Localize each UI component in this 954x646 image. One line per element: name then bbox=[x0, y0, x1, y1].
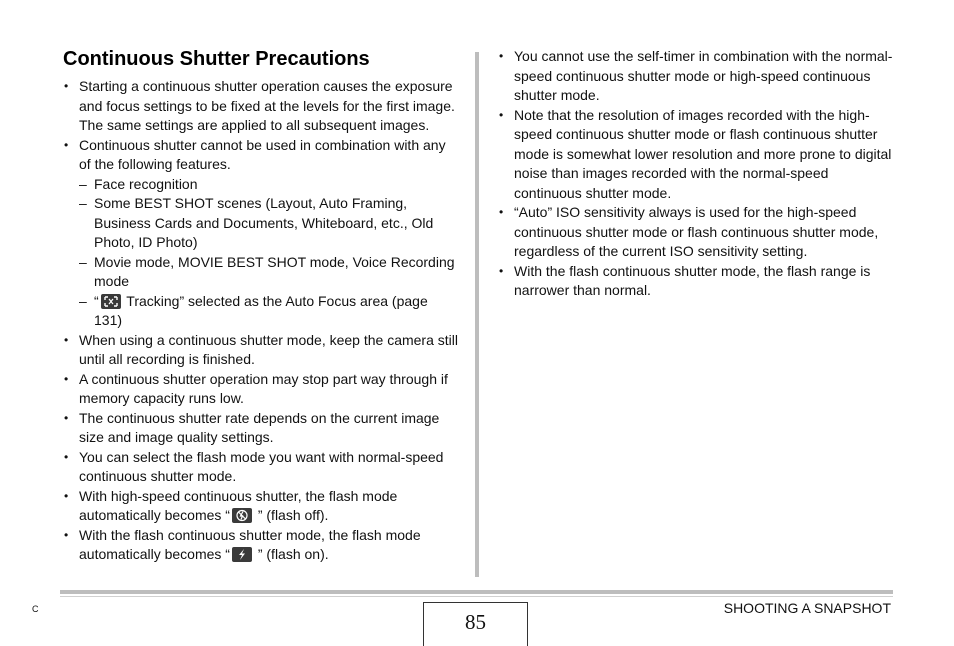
list-item-text: A continuous shutter operation may stop part way through if memory capacity runs low. bbox=[79, 370, 448, 406]
list-item bbox=[498, 106, 893, 204]
left-column bbox=[63, 77, 458, 565]
left-bullet-list bbox=[63, 77, 458, 565]
sub-item-text: “ bbox=[94, 292, 99, 309]
section-name: SHOOTING A SNAPSHOT bbox=[723, 600, 891, 616]
list-item bbox=[63, 487, 458, 526]
list-item-text: You can select the flash mode you want with normal-speed continuous shutter mode. bbox=[79, 448, 444, 484]
list-item-text: With the flash continuous shutter mode, the flash mode automatically becomes “ bbox=[79, 526, 421, 562]
list-item bbox=[63, 331, 458, 370]
list-item-text: Starting a continuous shutter operation causes the exposure and focus settings to be fixed at the levels for the first image. The same settings are applied to all subsequent images. bbox=[79, 78, 455, 133]
sub-item-text: Some BEST SHOT scenes (Layout, Auto Framing, Business Cards and Documents, Whiteboard, etc., Old Photo, ID Photo) bbox=[94, 195, 434, 250]
footer-rule bbox=[60, 590, 893, 594]
sub-list-item bbox=[79, 175, 458, 195]
list-item bbox=[498, 262, 893, 301]
column-divider bbox=[475, 52, 479, 577]
corner-mark: C bbox=[32, 604, 39, 614]
page-number: 85 bbox=[423, 602, 528, 646]
list-item-text: The continuous shutter rate depends on the current image size and image quality settings. bbox=[79, 409, 440, 445]
list-item bbox=[498, 203, 893, 262]
list-item-text: ” (flash off). bbox=[253, 507, 329, 523]
page-title: Continuous Shutter Precautions bbox=[63, 48, 370, 70]
list-item-text: With the flash continuous shutter mode, the flash range is narrower than normal. bbox=[514, 262, 871, 298]
sub-list-item bbox=[79, 194, 458, 253]
sub-item-text: Movie mode, MOVIE BEST SHOT mode, Voice Recording mode bbox=[94, 253, 455, 289]
list-item bbox=[63, 409, 458, 448]
list-item bbox=[63, 136, 458, 331]
feature-sub-list bbox=[79, 175, 458, 331]
list-item-text: With high-speed continuous shutter, the flash mode automatically becomes “ bbox=[79, 487, 398, 523]
sub-item-text: Tracking” selected as the Auto Focus area (page 131) bbox=[94, 292, 428, 328]
sub-list-item bbox=[79, 253, 458, 292]
list-item bbox=[63, 77, 458, 136]
sub-list-item bbox=[79, 292, 458, 331]
list-item-text: “Auto” ISO sensitivity always is used for the high-speed continuous shutter mode or flash continuous shutter mode, regardless of the current ISO sensitivity setting. bbox=[514, 204, 879, 259]
list-item bbox=[63, 526, 458, 565]
list-item-text: When using a continuous shutter mode, keep the camera still until all recording is finished. bbox=[79, 331, 458, 367]
right-bullet-list bbox=[498, 47, 893, 301]
list-item-text: You cannot use the self-timer in combination with the normal-speed continuous shutter mode or high-speed continuous shutter mode. bbox=[514, 48, 893, 103]
sub-item-text: Face recognition bbox=[94, 175, 198, 192]
list-item-text: ” (flash on). bbox=[253, 546, 329, 562]
list-item bbox=[63, 448, 458, 487]
flash-off-icon bbox=[232, 508, 252, 523]
list-item bbox=[63, 370, 458, 409]
list-item bbox=[498, 47, 893, 106]
flash-on-icon bbox=[232, 547, 252, 562]
right-column bbox=[498, 47, 893, 301]
footer-rule-thin bbox=[60, 596, 893, 597]
list-item-text: Continuous shutter cannot be used in combination with any of the following features. bbox=[79, 136, 446, 172]
tracking-icon bbox=[101, 294, 121, 309]
list-item-text: Note that the resolution of images recorded with the high-speed continuous shutter mode or flash continuous shutter mode is somewhat lower resolution and more prone to digital noise than images recorded with the normal-speed continuous shutter mode. bbox=[514, 106, 892, 201]
